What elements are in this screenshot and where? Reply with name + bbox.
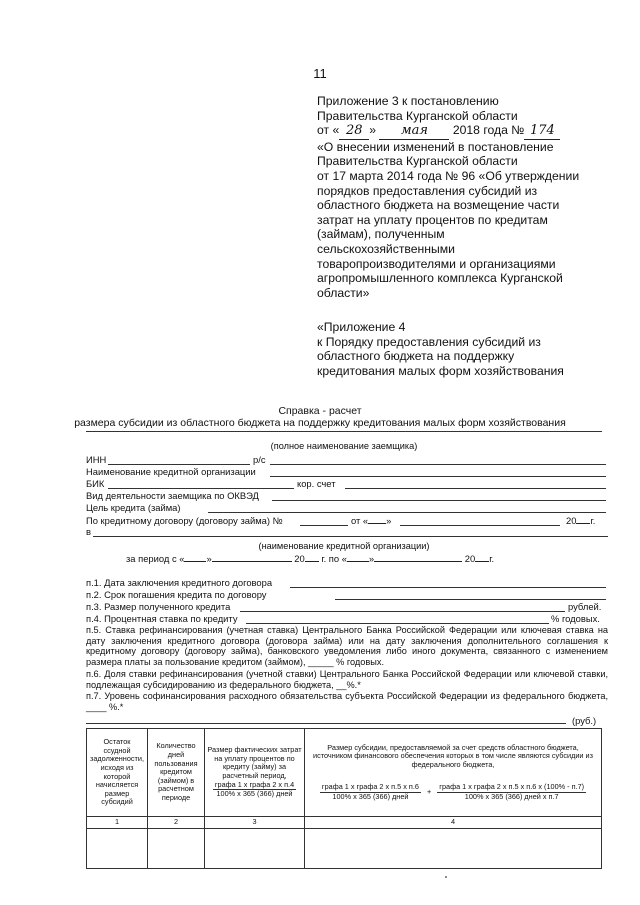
- header-date-line: от « 28 » мая 2018 года № 174: [317, 123, 617, 140]
- item-p5: п.5. Ставка рефинансирования (учетная ставка) Центрального Банка Российской Федерации или ключевая ставка на дату заключения кредитного договора (договора займа) или на дату заключения дополнительного соглашения к кредитному договору (договору займа), банковского уведомления либо иного документа, связанного с изменением размера платы за пользование кредитом (займом), _____ % годовых.: [86, 625, 608, 667]
- header-line: порядков предоставления субсидий из: [317, 183, 538, 198]
- col-2-header: Количество дней пользования кредитом (займом) в расчетном периоде: [148, 729, 205, 817]
- borrower-line: [86, 431, 602, 432]
- borrower-caption: (полное наименование заемщика): [270, 441, 418, 451]
- item-p2: п.2. Срок погашения кредита по договору: [86, 589, 267, 600]
- col-number: 4: [305, 817, 602, 829]
- subsidy-table: [86, 728, 602, 869]
- col-1-header: Остаток ссудной задолженности, исходя из которой начисляется размер субсидий: [87, 729, 148, 817]
- item-p4: п.4. Процентная ставка по кредиту: [86, 613, 238, 624]
- header-line: Правительства Курганской области: [317, 108, 518, 123]
- col-number: 2: [148, 817, 205, 829]
- date-month: мая: [379, 124, 449, 140]
- appendix-4-block: «Приложение 4 к Порядку предоставления субсидий из областного бюджета на поддержку кредитования малых форм хозяйствования: [317, 320, 564, 378]
- period-line: за период с « » 20 г. по « » 20 г.: [126, 553, 495, 564]
- col-4-header: Размер субсидии, предоставляемой за счет средств областного бюджета, источником финансового обеспечения которых в том числе являются субсидии из федерального бюджета, $\frac{\text{графа 1 х графа 2 х п.5 х п.6}}{\text{100\% х 365 (366) дней}}$ + $\frac{\text{графа 1 х графа 2 х п.5 х п.6 х (100\% - п.7)}}{\text{100\% х 365 (366) дней х п.7}}$: [305, 729, 602, 817]
- date-day: 28: [339, 124, 369, 140]
- item-p1: п.1. Дата заключения кредитного договора: [86, 577, 273, 588]
- header-line: агропромышленного комплекса Курганской: [317, 271, 563, 286]
- header-line: Приложение 3 к постановлению: [317, 94, 499, 108]
- header-line: товаропроизводителями и организациями: [317, 256, 556, 271]
- currency-label: (руб.): [572, 715, 597, 726]
- table-cell: [87, 828, 148, 868]
- document-title: Справка - расчет: [278, 405, 362, 417]
- col-number: 1: [87, 817, 148, 829]
- document-subtitle: размера субсидии из областного бюджета на поддержку кредитования малых форм хозяйствования: [74, 417, 566, 429]
- header-line: сельскохозяйственными: [317, 241, 455, 256]
- header-line: (займам), полученным: [317, 227, 445, 242]
- col-number: 3: [205, 817, 305, 829]
- page-number: 11: [313, 66, 327, 81]
- header-line: Правительства Курганской области: [317, 154, 518, 169]
- item-p3: п.3. Размер полученного кредита: [86, 601, 231, 612]
- header-line: затрат на уплату процентов по кредитам: [317, 212, 548, 227]
- table-cell: [305, 828, 602, 868]
- col-3-header: Размер фактических затрат на уплату процентов по кредиту (займу) за расчетный период, $\frac{\text{графа 1 х графа 2 х п.4}}{\text{100\% х 365 (366) дней}}$: [205, 729, 305, 817]
- header-line: областного бюджета на возмещение части: [317, 198, 560, 213]
- scan-speck: [445, 876, 447, 878]
- date-number: 174: [524, 124, 560, 140]
- header-line: области»: [317, 285, 370, 300]
- header-line: от 17 марта 2014 года № 96 «Об утверждении: [317, 168, 580, 183]
- table-cell: [148, 828, 205, 868]
- item-p7: п.7. Уровень софинансирования расходного обязательства субъекта Российской Федерации из федерального бюджета, ____ %.*: [86, 691, 608, 712]
- header-line: «О внесении изменений в постановление: [317, 139, 554, 154]
- table-cell: [205, 828, 305, 868]
- bank-caption: (наименование кредитной организации): [258, 541, 430, 551]
- header-block: [317, 94, 617, 300]
- item-p6: п.6. Доля ставки рефинансирования (учетной ставки) Центрального Банка Российской Федерации или ключевой ставки, подлежащая субсидированию из федерального бюджета, __%.*: [86, 669, 608, 690]
